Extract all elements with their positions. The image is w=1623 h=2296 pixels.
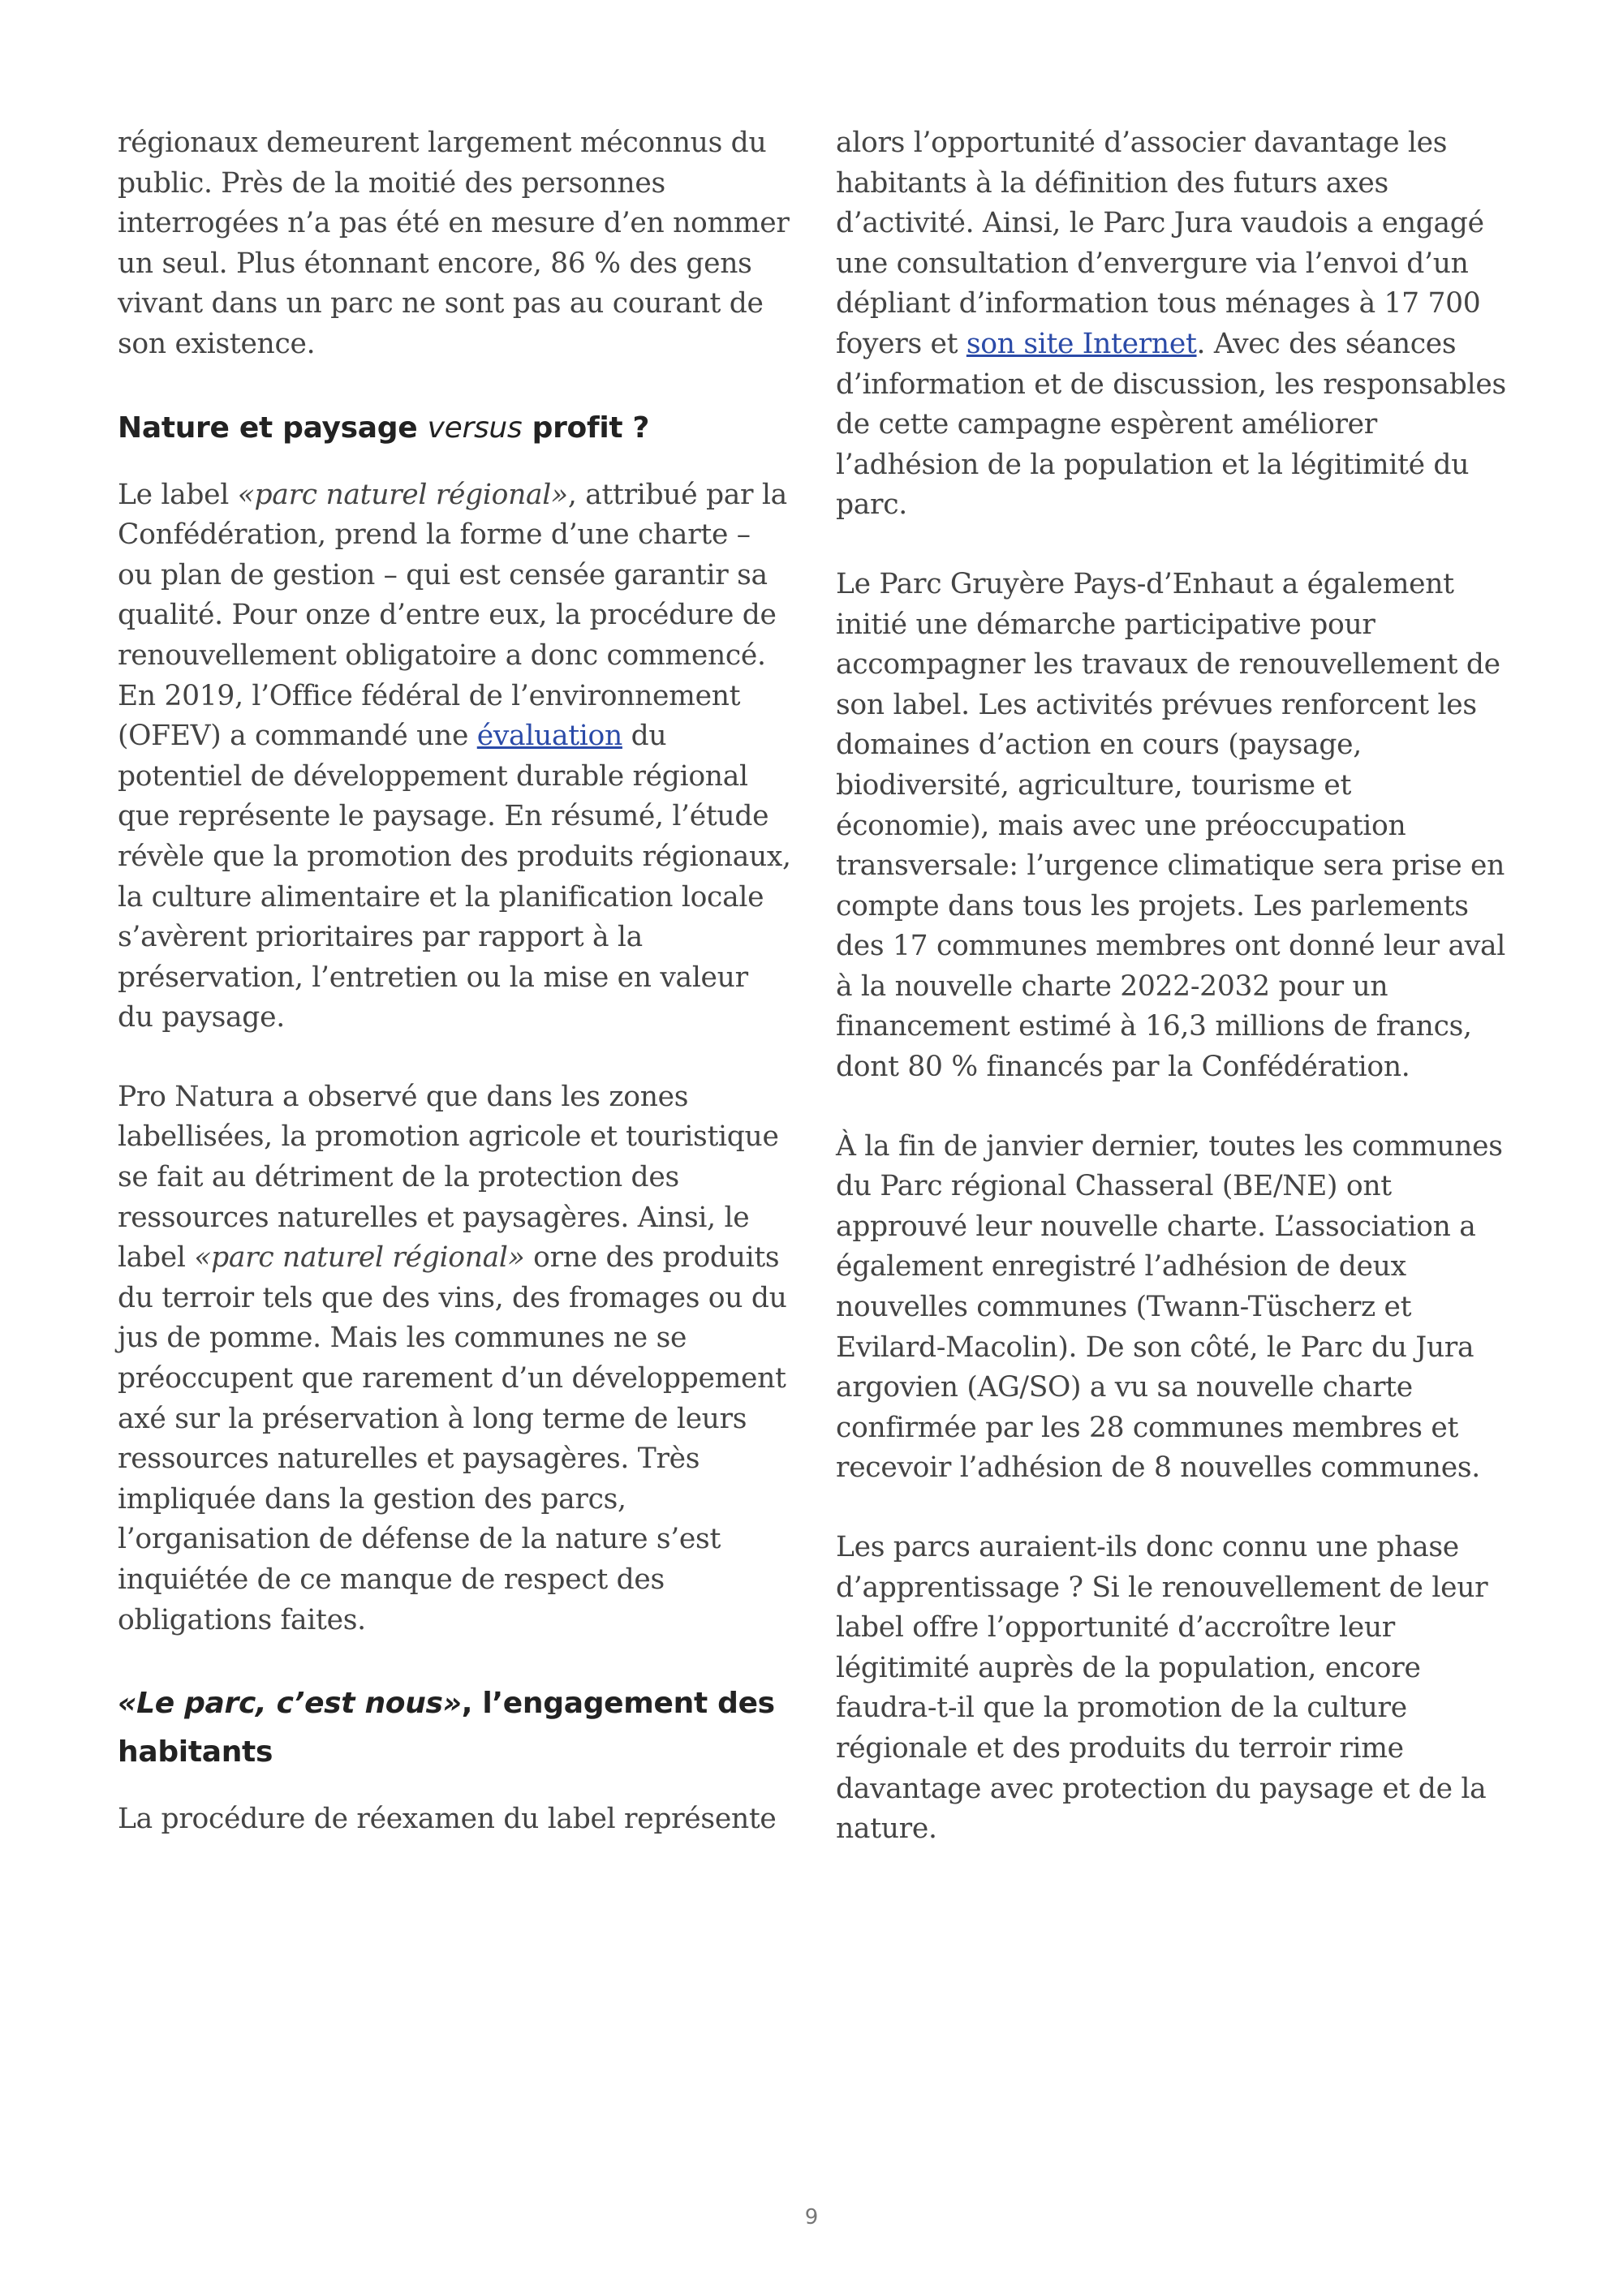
- text-run: alors l’opportunité d’associer davantage les habitants à la définition des futurs axes d’activité. Ainsi, le Parc Jura vaudois a engagé une consultation d’envergure via l’envoi d’un dépliant d’information tous ménages à 17 700 foyers et: [836, 127, 1484, 360]
- page-number: 9: [804, 2205, 819, 2229]
- paragraph-chasseral: À la fin de janvier dernier, toutes les communes du Parc régional Chasseral (BE/NE) ont approuvé leur nouvelle charte. L’association a également enregistré l’adhésion de deux nouvelles communes (Twann-Tüscherz et Evilard-Macolin). De son côté, le Parc du Jura argovien (AG/SO) a vu sa nouvelle charte confirmée par les 28 communes membres et recevoir l’adhésion de 8 nouvelles communes.: [836, 1129, 1503, 1485]
- text-run: orne des produits du terroir tels que des vins, des fromages ou du jus de pomme. Mais les communes ne se préoccupent que rarement d’un développement axé sur la préservation à long terme de leurs ressources naturelles et paysagères. Très impliquée dans la gestion des parcs, l’organisation de défense de la nature s’est inquiétée de ce manque de respect des obligations faites.: [118, 1241, 787, 1636]
- heading-italic-quote: «Le parc, c’est nous»: [118, 1687, 462, 1721]
- paragraph-intro-continued: régionaux demeurent largement méconnus du public. Près de la moitié des personnes interrogées n’a pas été en mesure d’en nommer un seul. Plus étonnant encore, 86 % des gens vivant dans un parc ne sont pas au courant de son existence.: [118, 127, 790, 360]
- text-run: , attribué par la Confédération, prend la forme d’une charte – ou plan de gestion – qui est censée garantir sa qualité. Pour onze d’entre eux, la procédure de renouvellement obligatoire a donc commencé. En 2019, l’Office fédéral de l’environnement (OFEV) a commandé une: [118, 478, 787, 753]
- heading-text: profit ?: [522, 411, 650, 445]
- text-run: Pro Natura a observé que dans les zones labellisées, la promotion agricole et touristique se fait au détriment de la protection des ressources naturelles et paysagères. Ainsi, le label: [118, 1080, 779, 1275]
- text-run: . Avec des séances d’information et de discussion, les responsables de cette campagne espèrent améliorer l’adhésion de la population et la légitimité du parc.: [836, 327, 1506, 522]
- paragraph-conclusion: Les parcs auraient-ils donc connu une phase d’apprentissage ? Si le renouvellement de leur label offre l’opportunité d’accroître leur légitimité auprès de la population, encore faudra-t-il que la promotion de la culture régionale et des produits du terroir rime davantage avec protection du paysage et de la nature.: [836, 1531, 1488, 1846]
- paragraph-label-charter: [118, 475, 791, 1038]
- heading-text: , l’engagement des habitants: [118, 1687, 775, 1769]
- evaluation-link[interactable]: évaluation: [476, 720, 622, 753]
- paragraph-reexamen: La procédure de réexamen du label représente: [118, 1803, 777, 1836]
- section-heading-nature-versus-profit: [118, 404, 791, 453]
- heading-italic-versus: versus: [427, 411, 523, 445]
- website-link[interactable]: son site Internet: [966, 327, 1197, 360]
- text-run: Le label: [118, 478, 238, 511]
- text-run: du potentiel de développement durable régional que représente le paysage. En résumé, l’étude révèle que la promotion des produits régionaux, la culture alimentaire et la planification locale s’avèrent prioritaires par rapport à la préservation, l’entretien ou la mise en valeur du paysage.: [118, 720, 791, 1034]
- italic-term: «parc naturel régional»: [194, 1241, 525, 1275]
- italic-term: «parc naturel régional»: [237, 478, 568, 511]
- left-column: [118, 123, 791, 1879]
- paragraph-gruyere: Le Parc Gruyère Pays-d’Enhaut a également initié une démarche participative pour accompagner les travaux de renouvellement de son label. Les activités prévues renforcent les domaines d’action en cours (paysage, biodiversité, agriculture, tourisme et économie), mais avec une préoccupation transversale: l’urgence climatique sera prise en compte dans tous les projets. Les parlements des 17 communes membres ont donné leur aval à la nouvelle charte 2022-2032 pour un financement estimé à 16,3 millions de francs, dont 80 % financés par la Confédération.: [836, 567, 1505, 1084]
- paragraph-pro-natura: [118, 1077, 791, 1640]
- heading-text: Nature et paysage: [118, 411, 428, 445]
- section-heading-engagement: [118, 1679, 791, 1777]
- right-column: [836, 123, 1509, 1889]
- paragraph-jura-vaudois: [836, 123, 1509, 526]
